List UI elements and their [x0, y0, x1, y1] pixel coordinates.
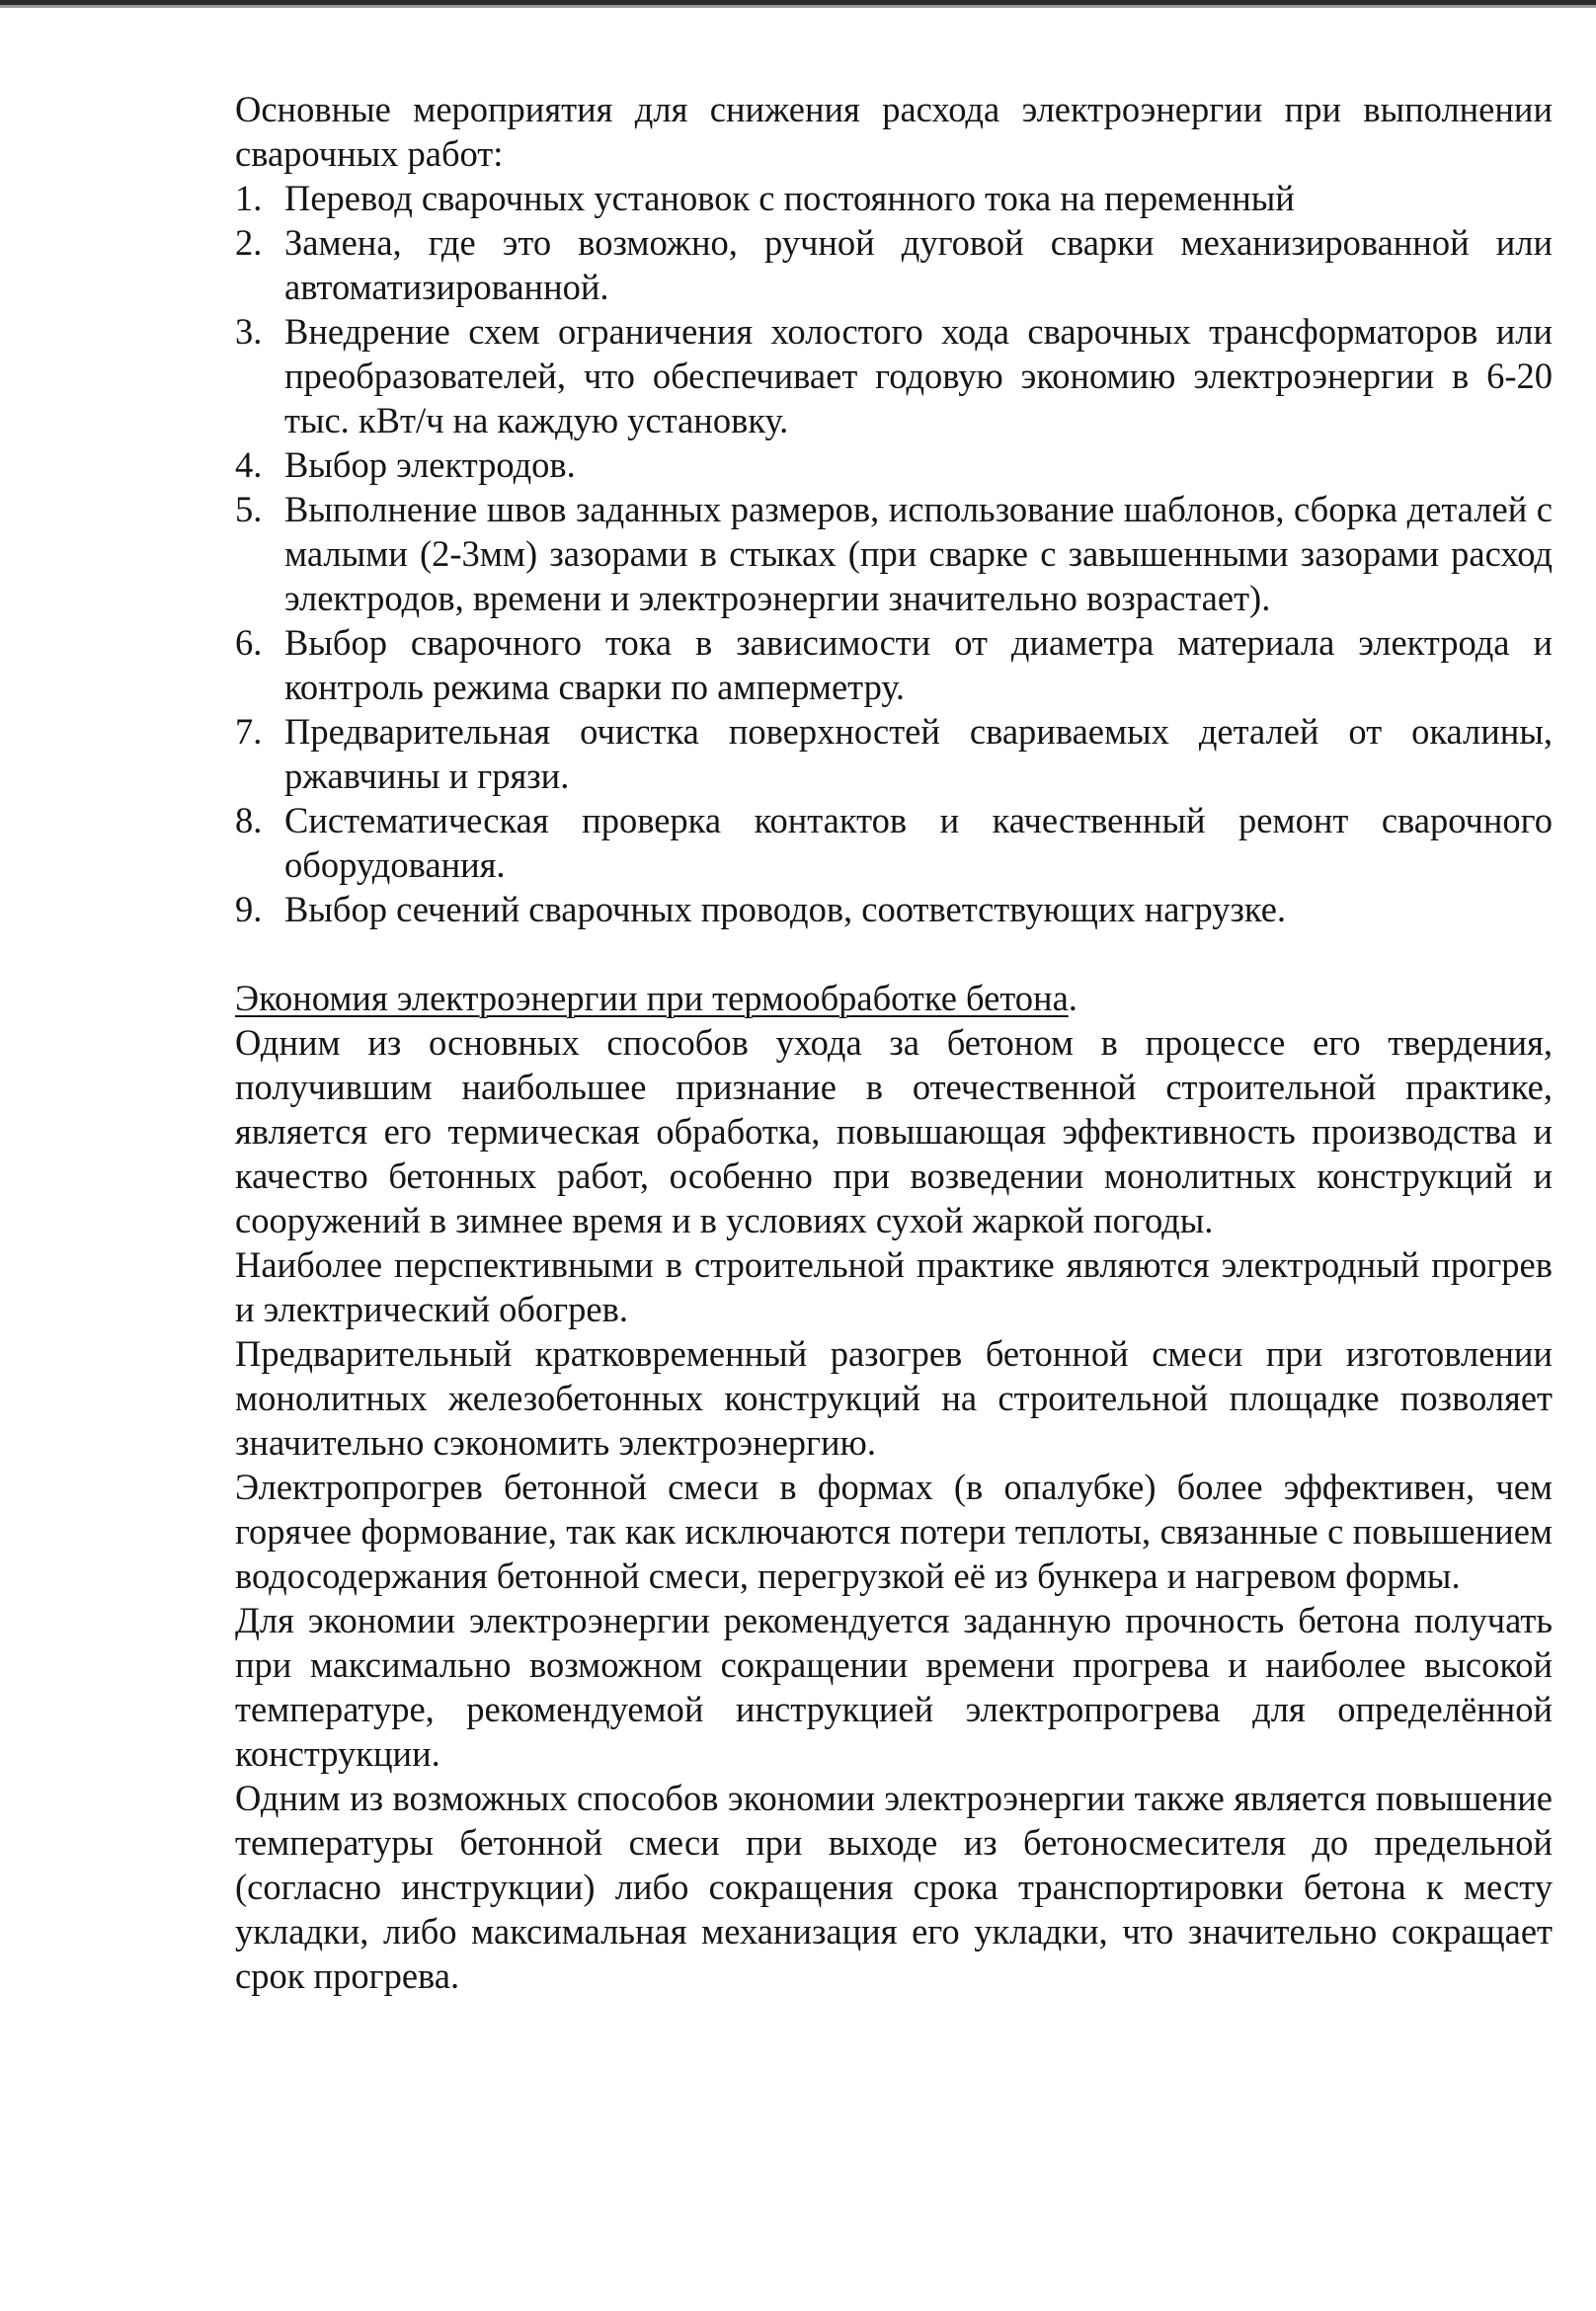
list-item-number: 5.: [235, 489, 263, 529]
list-item: [235, 309, 1553, 442]
list-item: [235, 176, 1553, 220]
list-item-text: Систематическая проверка контактов и качественный ремонт сварочного оборудования.: [284, 800, 1553, 885]
list-item-number: 3.: [235, 311, 263, 352]
list-item-number: 4.: [235, 444, 263, 485]
list-item-number: 2.: [235, 222, 263, 263]
list-item-text: Замена, где это возможно, ручной дуговой сварки механизированной или автоматизированной.: [284, 222, 1553, 307]
measures-list: [235, 176, 1553, 931]
list-item-number: 1.: [235, 178, 263, 218]
list-item-number: 7.: [235, 711, 263, 752]
body-paragraph: Одним из возможных способов экономии электроэнергии также является повышение температуры бетонной смеси при выходе из бетоносмесителя до предельной (согласно инструкции) либо сокращения срока транспортировки бетона к месту укладки, либо максимальная механизация его укладки, что значительно сокращает срок прогрева.: [235, 1778, 1553, 1996]
body-paragraph: Наиболее перспективными в строительной практике являются электродный прогрев и электрический обогрев.: [235, 1244, 1553, 1329]
list-item-text: Выполнение швов заданных размеров, использование шаблонов, сборка деталей с малыми (2-3мм) зазорами в стыках (при сварке с завышенными зазорами расход электродов, времени и электроэнергии значительно возрастает).: [284, 489, 1553, 618]
body-paragraph: Предварительный кратковременный разогрев бетонной смеси при изготовлении монолитных железобетонных конструкций на строительной площадке позволяет значительно сэкономить электроэнергию.: [235, 1333, 1553, 1463]
list-item: [235, 620, 1553, 709]
section-title-period: .: [1068, 978, 1077, 1018]
section-title: Экономия электроэнергии при термообработке бетона: [235, 978, 1069, 1018]
body-paragraph: Электропрогрев бетонной смеси в формах (в опалубке) более эффективен, чем горячее формование, так как исключаются потери теплоты, связанные с повышением водосодержания бетонной смеси, перегрузкой её из бункера и нагревом формы.: [235, 1467, 1553, 1596]
list-item-text: Выбор электродов.: [284, 444, 576, 485]
list-item: [235, 798, 1553, 887]
body-paragraph: Одним из основных способов ухода за бетоном в процессе его твердения, получившим наибольшее признание в отечественной строительной практике, является его термическая обработка, повышающая эффективность производства и качество бетонных работ, особенно при возведении монолитных конструкций и сооружений в зимнее время и в условиях сухой жаркой погоды.: [235, 1022, 1553, 1240]
list-item-text: Предварительная очистка поверхностей свариваемых деталей от окалины, ржавчины и грязи.: [284, 711, 1553, 796]
list-item: [235, 442, 1553, 487]
list-item: [235, 887, 1553, 931]
list-item-text: Внедрение схем ограничения холостого хода сварочных трансформаторов или преобразователей, что обеспечивает годовую экономию электроэнергии в 6-20 тыс. кВт/ч на каждую установку.: [284, 311, 1553, 440]
list-item-text: Перевод сварочных установок с постоянного тока на переменный: [284, 178, 1295, 218]
list-item: [235, 220, 1553, 309]
list-item-number: 6.: [235, 622, 263, 663]
list-item-text: Выбор сечений сварочных проводов, соответствующих нагрузке.: [284, 889, 1287, 929]
document-page: [235, 87, 1553, 1998]
list-item-text: Выбор сварочного тока в зависимости от диаметра материала электрода и контроль режима сварки по амперметру.: [284, 622, 1553, 707]
scan-top-edge-shadow: [0, 5, 1596, 8]
list-item: [235, 487, 1553, 620]
list-item-number: 8.: [235, 800, 263, 840]
body-paragraph: Для экономии электроэнергии рекомендуется заданную прочность бетона получать при максимально возможном сокращении времени прогрева и наиболее высокой температуре, рекомендуемой инструкцией электропрогрева для определённой конструкции.: [235, 1600, 1553, 1774]
list-item-number: 9.: [235, 889, 263, 929]
section-heading: [235, 976, 1553, 1020]
list-item: [235, 709, 1553, 798]
intro-paragraph: Основные мероприятия для снижения расхода электроэнергии при выполнении сварочных работ:: [235, 89, 1553, 174]
